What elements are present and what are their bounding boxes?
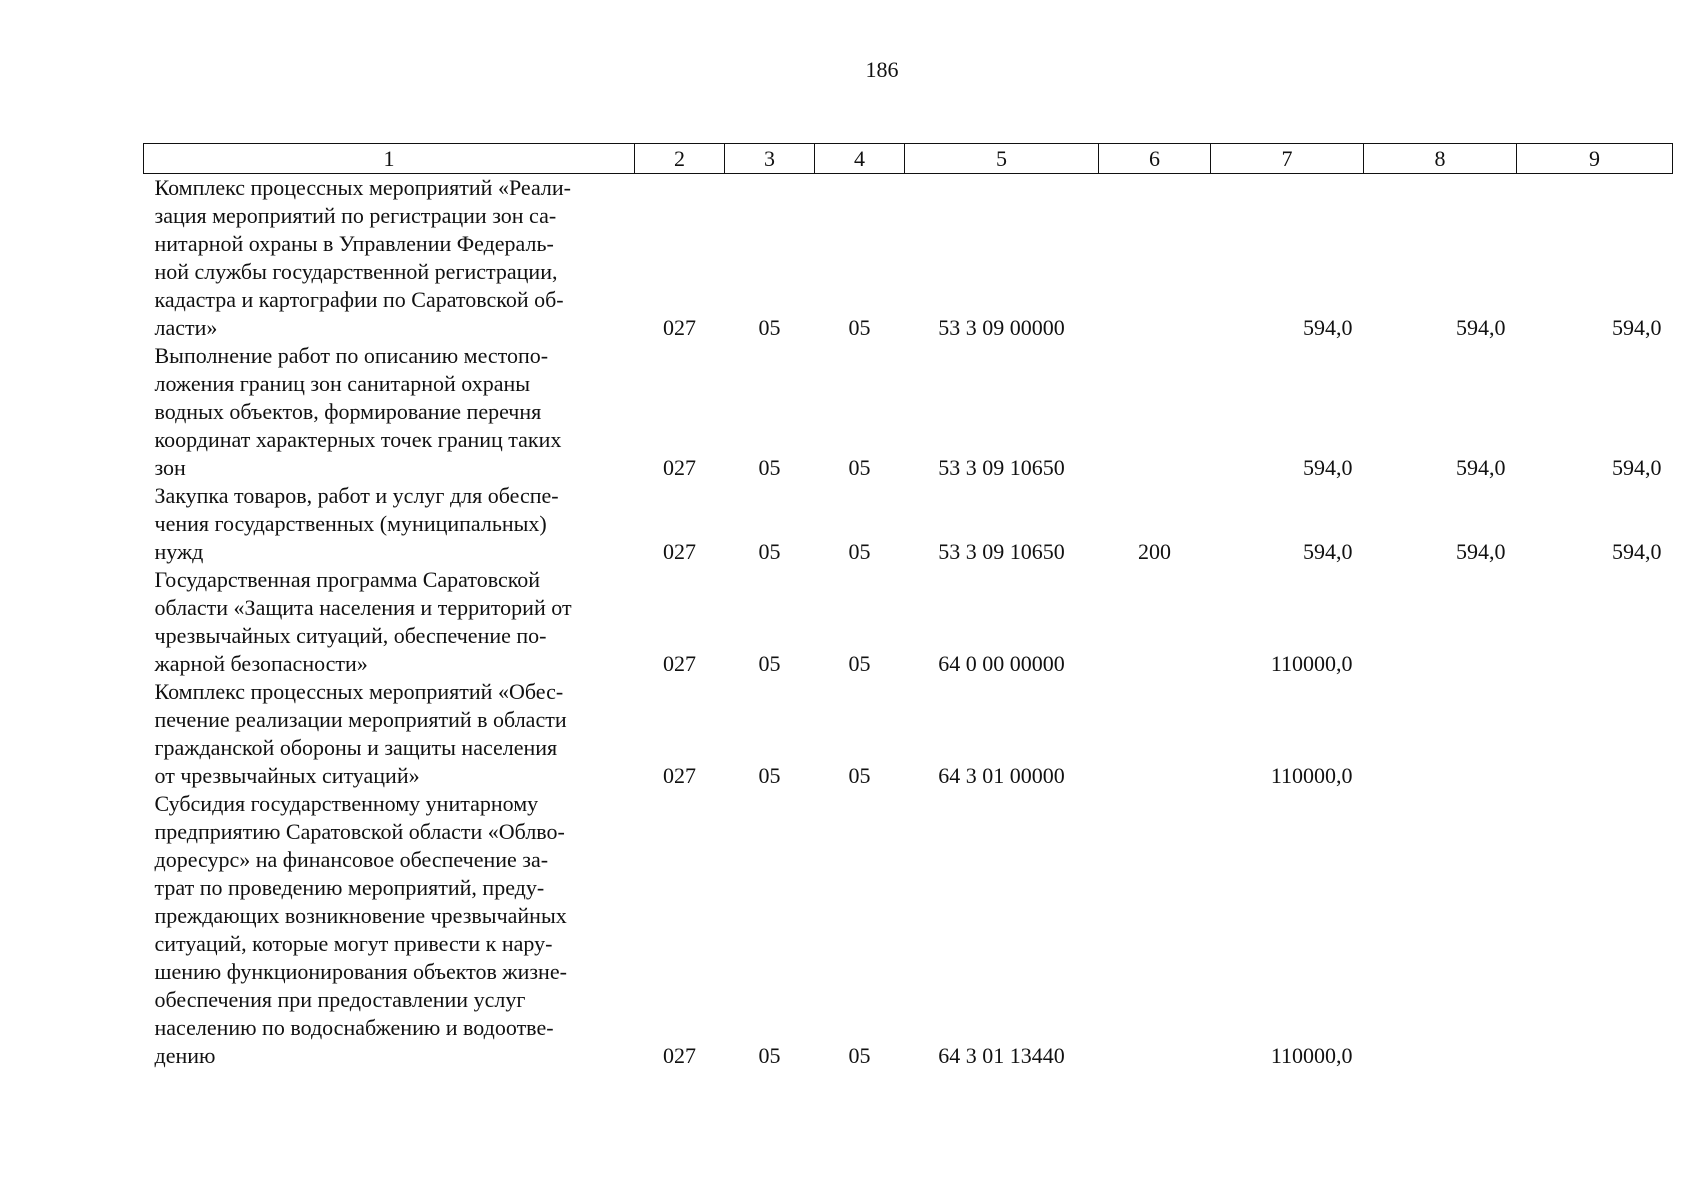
amount-col8	[1364, 790, 1517, 1070]
target-article-code: 53 3 09 10650	[938, 539, 1065, 564]
amount-col7: 110000,0	[1270, 763, 1353, 788]
column-header-2: 2	[635, 144, 725, 174]
ministry-code: 027	[663, 763, 696, 788]
expense-type-code	[1099, 566, 1211, 678]
subsection-code: 05	[848, 455, 871, 480]
amount-col8: 594,0	[1456, 455, 1506, 480]
target-article-code: 53 3 09 00000	[938, 315, 1065, 340]
subsection-code: 05	[848, 1043, 871, 1068]
section-code: 05	[758, 651, 781, 676]
expense-type-code	[1099, 790, 1211, 1070]
amount-col7: 594,0	[1303, 455, 1353, 480]
section-code: 05	[758, 315, 781, 340]
column-header-4: 4	[815, 144, 905, 174]
ministry-code: 027	[663, 539, 696, 564]
subsection-code: 05	[848, 539, 871, 564]
row-description: Комплекс процессных мероприятий «Реали- зация мероприятий по регистрации зон са- нитарной охраны в Управлении Федераль- ной службы государственной регистрации, кадастра и картографии по Саратовской об- ласти»	[154, 175, 571, 340]
amount-col7: 594,0	[1303, 539, 1353, 564]
section-code: 05	[758, 763, 781, 788]
section-code: 05	[758, 455, 781, 480]
amount-col8: 594,0	[1456, 539, 1506, 564]
page-number: 186	[865, 57, 899, 82]
target-article-code: 64 3 01 13440	[938, 1043, 1065, 1068]
target-article-code: 53 3 09 10650	[938, 455, 1065, 480]
ministry-code: 027	[663, 455, 696, 480]
table-row	[144, 482, 1673, 566]
row-description: Комплекс процессных мероприятий «Обес- печение реализации мероприятий в области гражданской обороны и защиты населения от чрезвычайных ситуаций»	[154, 679, 567, 788]
column-header-6: 6	[1099, 144, 1211, 174]
amount-col9: 594,0	[1612, 455, 1662, 480]
row-description: Государственная программа Саратовской области «Защита населения и территорий от чрезвычайных ситуаций, обеспечение по- жарной безопасности»	[154, 567, 572, 676]
amount-col9: 594,0	[1612, 539, 1662, 564]
row-description: Субсидия государственному унитарному предприятию Саратовской области «Облво- доресурс» на финансовое обеспечение за- трат по проведению мероприятий, преду- преждающих возникновение чрезвычайных ситуаций, которые могут привести к нару- шению функционирования объектов жизне- обеспечения при предоставлении услуг населению по водоснабжению и водоотве- дению	[154, 791, 567, 1068]
expense-type-code	[1099, 174, 1211, 343]
column-header-8: 8	[1364, 144, 1517, 174]
amount-col8: 594,0	[1456, 315, 1506, 340]
ministry-code: 027	[663, 315, 696, 340]
ministry-code: 027	[663, 1043, 696, 1068]
amount-col8	[1364, 566, 1517, 678]
amount-col8	[1364, 678, 1517, 790]
table-row	[144, 342, 1673, 482]
section-code: 05	[758, 539, 781, 564]
amount-col9: 594,0	[1612, 315, 1662, 340]
amount-col7: 110000,0	[1270, 651, 1353, 676]
table-row	[144, 678, 1673, 790]
column-header-1: 1	[144, 144, 635, 174]
amount-col9	[1517, 678, 1673, 790]
section-code: 05	[758, 1043, 781, 1068]
subsection-code: 05	[848, 651, 871, 676]
target-article-code: 64 0 00 00000	[938, 651, 1065, 676]
subsection-code: 05	[848, 315, 871, 340]
expense-type-code: 200	[1138, 539, 1171, 564]
expense-type-code	[1099, 678, 1211, 790]
target-article-code: 64 3 01 00000	[938, 763, 1065, 788]
column-header-5: 5	[905, 144, 1099, 174]
budget-table	[143, 143, 1673, 1070]
row-description: Закупка товаров, работ и услуг для обеспе- чения государственных (муниципальных) нужд	[154, 483, 559, 564]
expense-type-code	[1099, 342, 1211, 482]
table-row	[144, 174, 1673, 343]
amount-col7: 594,0	[1303, 315, 1353, 340]
amount-col9	[1517, 566, 1673, 678]
table-row	[144, 790, 1673, 1070]
subsection-code: 05	[848, 763, 871, 788]
column-header-9: 9	[1517, 144, 1673, 174]
amount-col9	[1517, 790, 1673, 1070]
column-header-3: 3	[725, 144, 815, 174]
ministry-code: 027	[663, 651, 696, 676]
row-description: Выполнение работ по описанию местопо- ложения границ зон санитарной охраны водных объектов, формирование перечня координат характерных точек границ таких зон	[154, 343, 562, 480]
table-header-row	[144, 144, 1673, 174]
amount-col7: 110000,0	[1270, 1043, 1353, 1068]
table-row	[144, 566, 1673, 678]
column-header-7: 7	[1211, 144, 1364, 174]
